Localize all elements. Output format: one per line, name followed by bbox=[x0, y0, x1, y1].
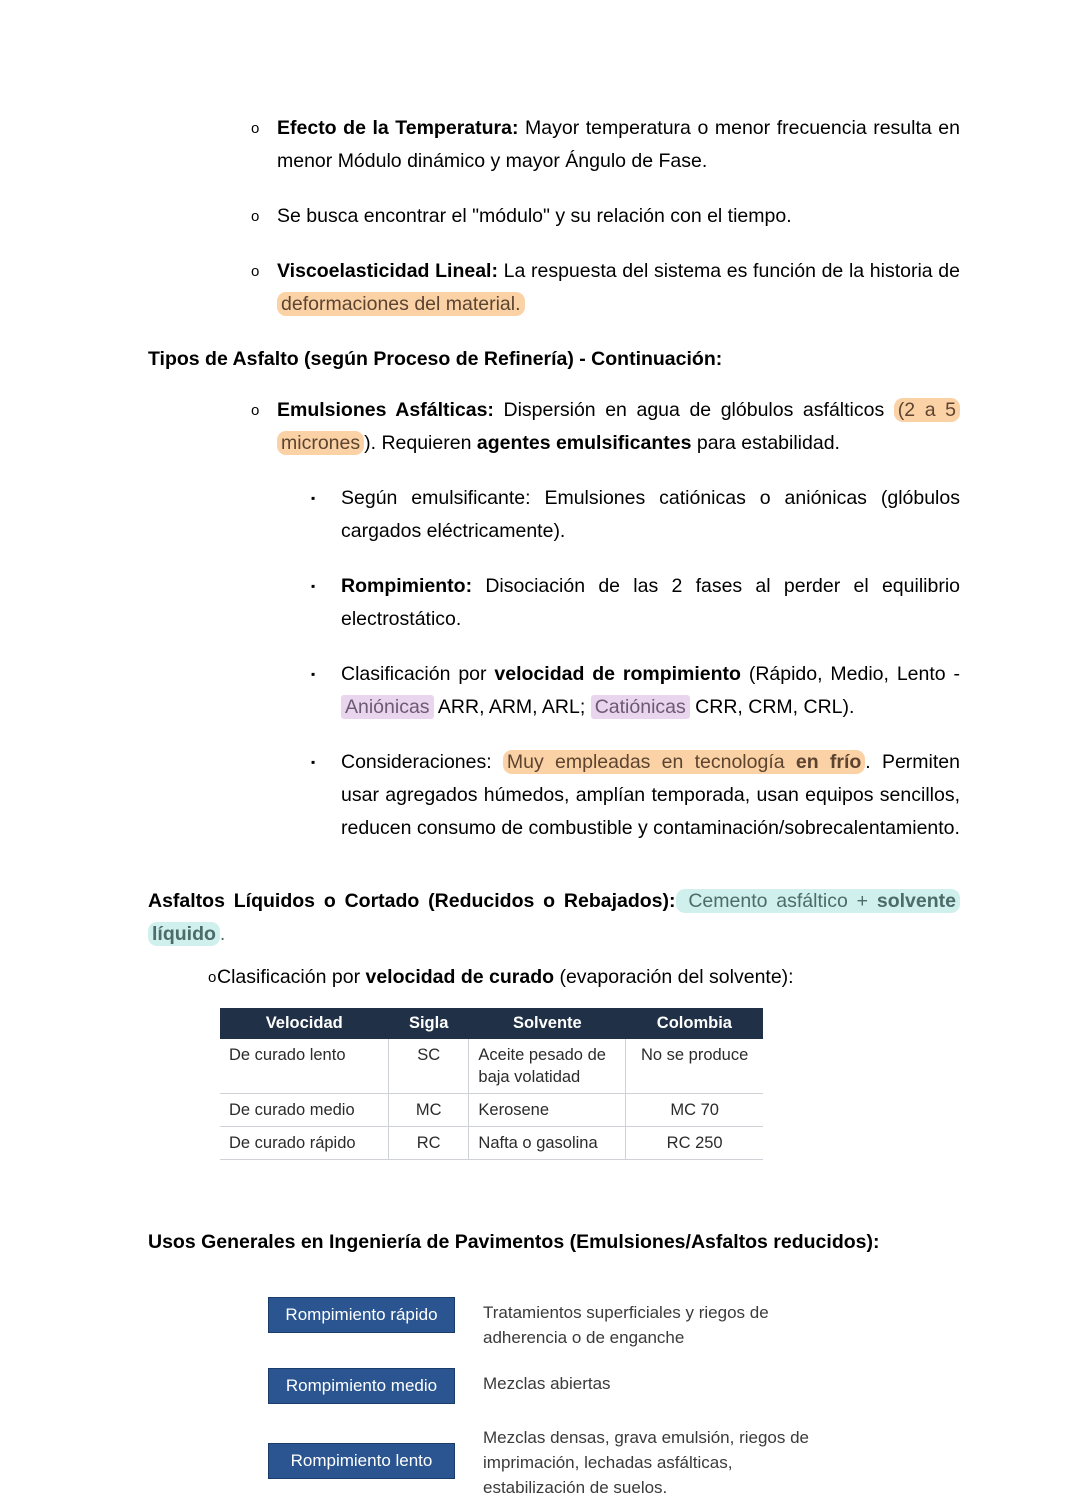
bullet-circle-icon: o bbox=[251, 208, 260, 225]
bullet-square-icon: ▪ bbox=[311, 579, 316, 593]
spacer bbox=[148, 951, 960, 961]
list-item bbox=[148, 570, 960, 636]
highlight-text: Cemento asfáltico + bbox=[679, 890, 877, 912]
highlight-orange: deformaciones del material. bbox=[277, 292, 525, 316]
highlight-orange bbox=[503, 750, 865, 774]
item-text: (Rápido, Medio, Lento - bbox=[740, 663, 960, 685]
item-text: CRR, CRM, CRL). bbox=[689, 696, 855, 718]
item-text: para estabilidad. bbox=[691, 432, 840, 454]
cell-solvente: Aceite pesado de baja volatidad bbox=[469, 1039, 626, 1094]
list-item bbox=[148, 112, 960, 178]
section-heading-tipos-asfalto: Tipos de Asfalto (según Proceso de Refinería) - Continuación: bbox=[148, 348, 723, 370]
list-item bbox=[148, 746, 960, 845]
list-item-paragraph bbox=[341, 482, 960, 548]
spacer bbox=[148, 376, 960, 394]
cell-velocidad: De curado rápido bbox=[220, 1127, 388, 1160]
item-bold: agentes emulsificantes bbox=[476, 432, 692, 454]
table-row bbox=[220, 1039, 763, 1094]
table-header bbox=[220, 1008, 763, 1039]
cell-colombia: No se produce bbox=[626, 1039, 763, 1094]
list-item bbox=[148, 394, 960, 460]
clasificacion-rompimiento-paragraph bbox=[341, 658, 960, 724]
emulsiones-paragraph bbox=[277, 394, 960, 460]
item-text: ARR, ARM, ARL; bbox=[433, 696, 591, 718]
item-text: Mayor temperatura o menor frecuencia resulta en menor Módulo dinámico y mayor Ángulo de Fase. bbox=[277, 117, 960, 172]
column-header-sigla: Sigla bbox=[388, 1008, 468, 1039]
list-item bbox=[148, 255, 960, 321]
curado-table bbox=[220, 1008, 763, 1160]
highlight-purple-anionicas: Aniónicas bbox=[341, 695, 434, 719]
highlight-orange: (2 a 5 micrones bbox=[277, 398, 960, 455]
item-label: Rompimiento: bbox=[341, 575, 473, 597]
cell-solvente: Nafta o gasolina bbox=[469, 1127, 626, 1160]
list-item bbox=[148, 482, 960, 548]
usos-row bbox=[268, 1368, 960, 1404]
bullet-square-icon: ▪ bbox=[311, 667, 316, 681]
cell-colombia: RC 250 bbox=[626, 1127, 763, 1160]
usos-diagram bbox=[268, 1297, 960, 1500]
highlight-text: Muy empleadas en tecnología bbox=[506, 751, 796, 773]
cell-sigla: SC bbox=[388, 1039, 468, 1094]
table-header-row bbox=[220, 1008, 763, 1039]
heading-tail: . bbox=[219, 923, 226, 945]
table-row bbox=[220, 1094, 763, 1127]
item-text: ). Requieren bbox=[364, 432, 477, 454]
item-text: Clasificación por bbox=[341, 663, 495, 685]
clasificacion-curado-paragraph bbox=[217, 961, 960, 994]
cell-velocidad: De curado medio bbox=[220, 1094, 388, 1127]
spacer bbox=[148, 867, 960, 885]
item-text: (evaporación del solvente): bbox=[554, 966, 794, 988]
heading-text: Asfaltos Líquidos o Cortado (Reducidos o Rebajados): bbox=[148, 890, 676, 912]
spacer bbox=[148, 1160, 960, 1226]
bullet-circle-icon: o bbox=[251, 120, 260, 137]
curado-table-wrapper bbox=[220, 1008, 960, 1160]
item-bold: velocidad de curado bbox=[365, 966, 555, 988]
item-bold: velocidad de rompimiento bbox=[494, 663, 741, 685]
table-body bbox=[220, 1039, 763, 1160]
bullet-square-icon: ▪ bbox=[311, 755, 316, 769]
cell-sigla: MC bbox=[388, 1094, 468, 1127]
highlight-bold: solvente líquido bbox=[152, 890, 956, 945]
cell-solvente: Kerosene bbox=[469, 1094, 626, 1127]
chip-rompimiento-lento: Rompimiento lento bbox=[268, 1443, 455, 1479]
bullet-square-icon: ▪ bbox=[311, 491, 316, 505]
section-heading-asfaltos-liquidos bbox=[148, 885, 960, 951]
item-text: La respuesta del sistema es función de la historia de bbox=[497, 260, 960, 282]
item-text: Se busca encontrar el "módulo" y su relación con el tiempo. bbox=[277, 205, 792, 227]
bullet-circle-icon: o bbox=[208, 969, 217, 986]
column-header-colombia: Colombia bbox=[626, 1008, 763, 1039]
usos-description: Tratamientos superficiales y riegos de adherencia o de enganche bbox=[483, 1303, 769, 1347]
usos-description: Mezclas densas, grava emulsión, riegos de imprimación, lechadas asfálticas, estabilización de suelos. bbox=[483, 1428, 809, 1497]
list-item-paragraph bbox=[277, 200, 960, 233]
usos-description: Mezclas abiertas bbox=[483, 1374, 611, 1393]
list-item-paragraph bbox=[341, 570, 960, 636]
item-text: . Permiten usar agregados húmedos, amplían temporada, usan equipos sencillos, reducen consumo de combustible y contaminación/sobrecalentamiento. bbox=[341, 751, 960, 839]
viscoelasticidad-list bbox=[148, 112, 960, 321]
table-row bbox=[220, 1127, 763, 1160]
column-header-solvente: Solvente bbox=[469, 1008, 626, 1039]
item-text: Consideraciones: bbox=[341, 751, 503, 773]
consideraciones-paragraph bbox=[341, 746, 960, 845]
item-text: Clasificación por bbox=[217, 966, 366, 988]
highlight-purple-cationicas: Catiónicas bbox=[591, 695, 690, 719]
item-text: Disociación de las 2 fases al perder el equilibrio electrostático. bbox=[341, 575, 960, 630]
list-item bbox=[148, 961, 960, 994]
list-item-paragraph bbox=[277, 112, 960, 178]
usos-row bbox=[268, 1297, 960, 1350]
cell-sigla: RC bbox=[388, 1127, 468, 1160]
list-item bbox=[148, 200, 960, 233]
bullet-circle-icon: o bbox=[251, 263, 260, 280]
bullet-circle-icon: o bbox=[251, 402, 260, 419]
chip-rompimiento-rapido: Rompimiento rápido bbox=[268, 1297, 455, 1333]
item-text: Dispersión en agua de glóbulos asfálticos bbox=[493, 399, 894, 421]
list-item-paragraph bbox=[277, 255, 960, 321]
column-header-velocidad: Velocidad bbox=[220, 1008, 388, 1039]
usos-row bbox=[268, 1422, 960, 1500]
chip-rompimiento-medio: Rompimiento medio bbox=[268, 1368, 455, 1404]
cell-colombia: MC 70 bbox=[626, 1094, 763, 1127]
cell-velocidad: De curado lento bbox=[220, 1039, 388, 1094]
section-heading-usos-generales: Usos Generales en Ingeniería de Pavimentos (Emulsiones/Asfaltos reducidos): bbox=[148, 1231, 880, 1253]
item-label: Viscoelasticidad Lineal: bbox=[277, 260, 498, 282]
item-text: Según emulsificante: Emulsiones catiónicas o aniónicas (glóbulos cargados eléctricamente). bbox=[341, 487, 960, 542]
list-item bbox=[148, 658, 960, 724]
highlight-bold: en frío bbox=[795, 751, 862, 773]
item-label: Emulsiones Asfálticas: bbox=[277, 399, 494, 421]
item-label: Efecto de la Temperatura: bbox=[277, 117, 519, 139]
